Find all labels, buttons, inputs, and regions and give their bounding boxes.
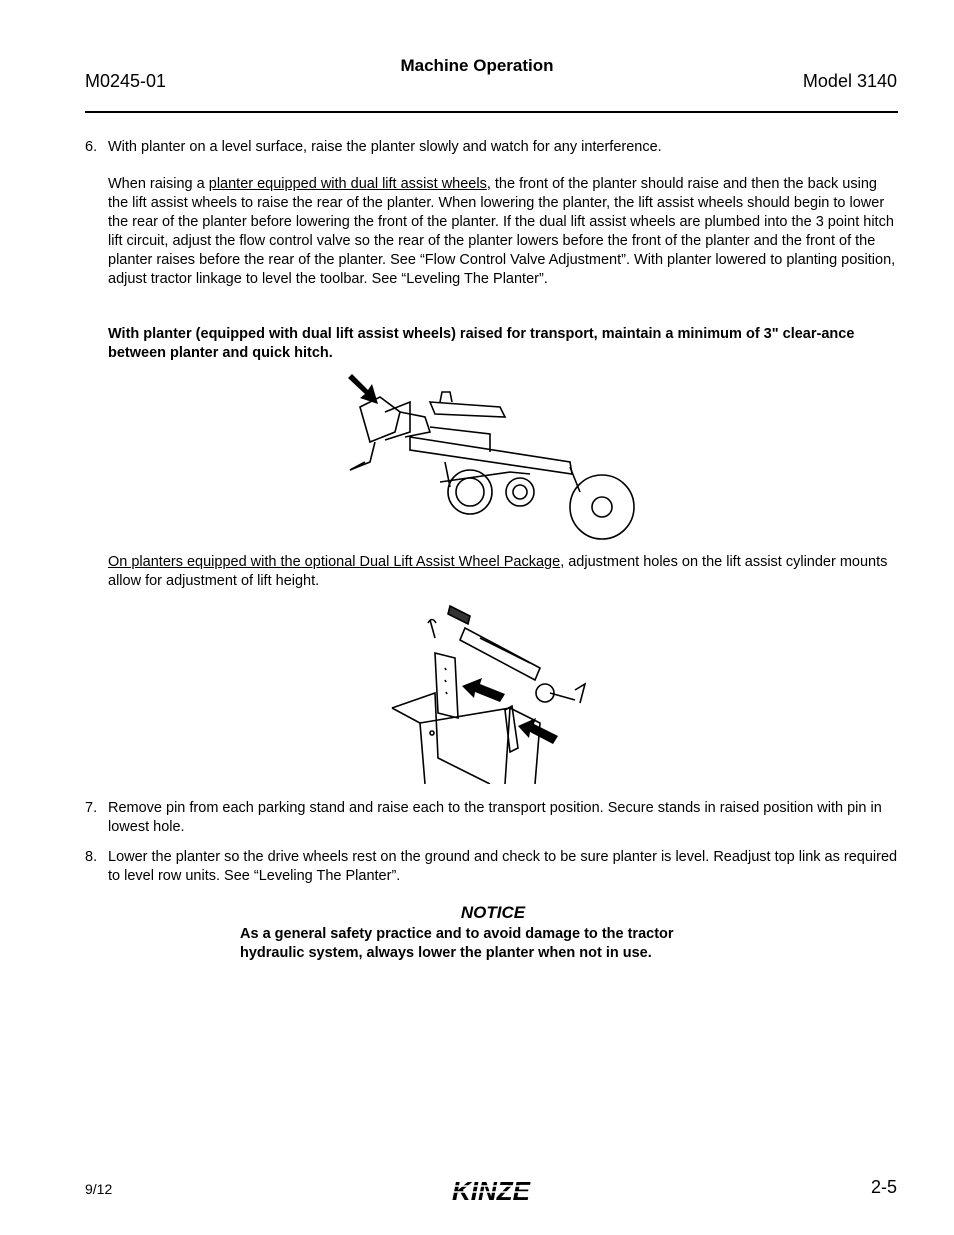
page-number: 2-5 <box>870 1177 897 1197</box>
step-6-number: 6. <box>85 139 98 155</box>
lift-assist-lead: When raising a <box>108 176 209 192</box>
section-title: Machine Operation <box>400 56 554 75</box>
step-8-number: 8. <box>85 849 98 865</box>
notice-title: NOTICE <box>460 903 526 922</box>
lift-assist-link-text: planter equipped with dual lift assist wheels <box>208 176 487 192</box>
step-7-text: Remove pin from each parking stand and raise each to the transport position. Secure stands in raised position with pin in lowest hole. <box>108 800 882 835</box>
transport-clearance-note: With planter (equipped with dual lift assist wheels) raised for transport, maintain a minimum of 3" clear-ance between planter and quick hitch. <box>108 326 855 361</box>
kinze-logo-text: KINZE <box>452 1176 530 1206</box>
planter-raised-illustration <box>340 362 640 542</box>
step-7-number: 7. <box>85 800 98 816</box>
dual-lift-rest: , adjustment holes on the lift assist cylinder mounts allow for adjustment of lift height. <box>108 554 888 589</box>
doc-number: M0245-01 <box>85 71 167 91</box>
dual-lift-paragraph <box>108 553 900 591</box>
step-6-text: With planter on a level surface, raise the planter slowly and watch for any interference. <box>108 139 662 155</box>
kinze-logo <box>432 1176 550 1206</box>
revision-date: 9/12 <box>85 1181 113 1197</box>
lift-assist-paragraph <box>108 175 900 289</box>
dual-lift-link-text: On planters equipped with the optional Dual Lift Assist Wheel Package <box>108 554 561 570</box>
header-rule <box>85 111 898 113</box>
model-label: Model 3140 <box>802 71 897 91</box>
lift-assist-rest: , the front of the planter should raise and then the back using the lift assist wheels to raise the rear of the planter. When lowering the planter, the lift assist wheels should begin to lower the rear of the planter before lowering the front of the planter. If the dual lift assist wheels are plumbed into the 3 point hitch lift circuit, adjust the flow control valve so the rear of the planter lowers before the front of the planter and the front of the planter raises before the rear of the planter. See “Flow Control Valve Adjustment”. With planter lowered to planting position, adjust tractor linkage to level the toolbar. See “Leveling The Planter”. <box>108 176 896 287</box>
notice-body: As a general safety practice and to avoid damage to the tractor hydraulic system, always lower the planter when not in use. <box>240 926 674 961</box>
step-8-text: Lower the planter so the drive wheels rest on the ground and check to be sure planter is level. Readjust top link as required to level row units. See “Leveling The Planter”. <box>108 849 898 884</box>
lift-cylinder-mount-illustration <box>390 598 600 784</box>
